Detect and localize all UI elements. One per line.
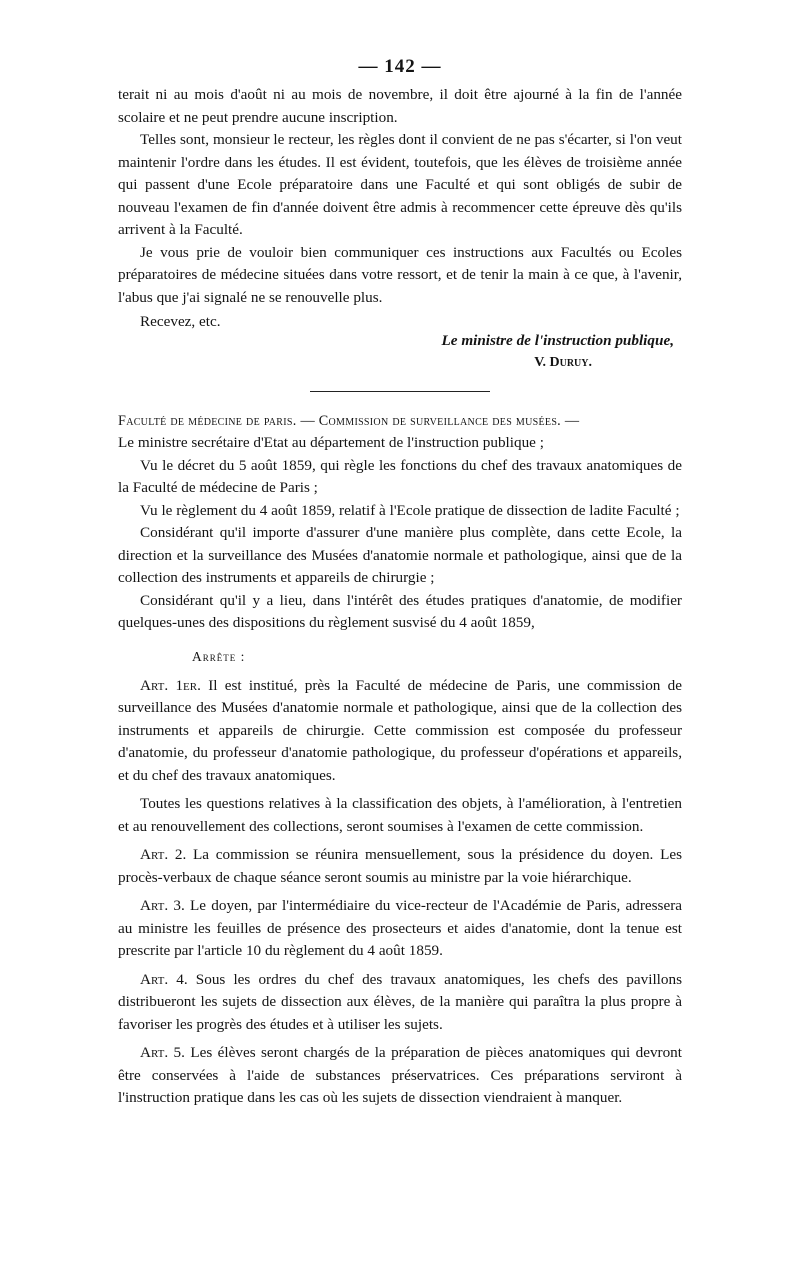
section-divider (310, 391, 490, 392)
article-text: Le doyen, par l'intermédiaire du vice-recteur de l'Académie de Paris, adressera au ministre les feuilles de présence des prosecteurs et aides d'anatomie, dont la tenue est prescrite par l'article 10 du règlement du 4 août 1859. (118, 897, 683, 959)
section-heading: Faculté de médecine de paris. — Commission de surveillance des musées. — (118, 412, 580, 429)
preamble-reglement: Vu le règlement du 4 août 1859, relatif à l'Ecole pratique de dissection de ladite Faculté ; (140, 501, 680, 519)
article-label: Art. 4. (140, 970, 188, 988)
preamble-decret: Vu le décret du 5 août 1859, qui règle les fonctions du chef des travaux anatomiques de la Faculté de médecine de Paris ; (118, 456, 682, 496)
article-5 (118, 1042, 682, 1110)
article-text: Il est institué, près la Faculté de médecine de Paris, une commission de surveillance des Musées d'anatomie normale et pathologique, ainsi que de la collection des instruments et appareils de chirurgie. Cette commission est composée du professeur d'anatomie, du professeur d'anatomie pathologique, du professeur d'opérations et appareils, et du chef des travaux anatomiques. (118, 676, 683, 784)
article-2 (118, 844, 682, 889)
preamble-minister: Le ministre secrétaire d'Etat au département de l'instruction publique ; (118, 434, 544, 451)
arrete-heading: Arrête : (192, 648, 246, 664)
article-label: Art. 3. (140, 897, 185, 914)
preamble-considerant-1: Considérant qu'il importe d'assurer d'une manière plus complète, dans cette Ecole, la direction et la surveillance des Musées d'anatomie normale et pathologique, ainsi que de la collection des instruments et appareils de chirurgie ; (118, 524, 682, 586)
article-text: La commission se réunira mensuellement, sous la présidence du doyen. Les procès-verbaux de chaque séance seront soumis au ministre par la voie hiérarchique. (118, 846, 683, 886)
signature-name: V. Duruy. (534, 355, 592, 370)
signature-title: Le ministre de l'instruction publique, (441, 331, 674, 349)
paragraph-top-1: terait ni au mois d'août ni au mois de novembre, il doit être ajourné à la fin de l'année scolaire et ne peut prendre aucune inscription. (118, 86, 682, 126)
preamble-considerant-2: Considérant qu'il y a lieu, dans l'intérêt des études pratiques d'anatomie, de modifier quelques-unes des dispositions du règlement susvisé du 4 août 1859, (118, 591, 682, 631)
article-label: Art. 5. (140, 1044, 185, 1061)
article-1-continued (118, 793, 682, 838)
article-label: Art. 1er. (140, 676, 201, 694)
paragraph-top-3: Je vous prie de vouloir bien communiquer ces instructions aux Facultés ou Ecoles préparatoires de médecine situées dans votre ressort, et de tenir la main à ce que, à l'avenir, l'abus que j'ai signalé ne se renouvelle plus. (118, 243, 682, 306)
page-number: — 142 — (358, 56, 442, 77)
article-3 (118, 895, 682, 963)
article-text: Toutes les questions relatives à la classification des objets, à l'amélioration, à l'entretien et au renouvellement des collections, seront soumises à l'examen de cette commission. (118, 795, 682, 835)
article-4 (118, 969, 682, 1037)
closing-formula: Recevez, etc. (140, 313, 221, 330)
article-1 (118, 675, 682, 788)
article-text: Les élèves seront chargés de la préparation de pièces anatomiques qui devront être conservées à l'aide de substances préservatrices. Ces préparations serviront à l'instruction pratique dans les cas où les sujets de dissection viendraient à manquer. (118, 1044, 682, 1106)
article-text: Sous les ordres du chef des travaux anatomiques, les chefs des pavillons distribueront les sujets de dissection aux élèves, de la manière qui paraîtra la plus propre à favoriser les progrès des études et à utiliser les sujets. (118, 970, 682, 1033)
article-label: Art. 2. (140, 846, 187, 863)
paragraph-top-2: Telles sont, monsieur le recteur, les règles dont il convient de ne pas s'écarter, si l'on veut maintenir l'ordre dans les études. Il est évident, toutefois, que les élèves de troisième année qui passent d'une Ecole préparatoire dans une Faculté et qui sont obligés de subir de nouveau l'examen de fin d'année doivent être admis à recommencer cette épreuve dès qu'ils arrivent à la Faculté. (118, 131, 682, 238)
